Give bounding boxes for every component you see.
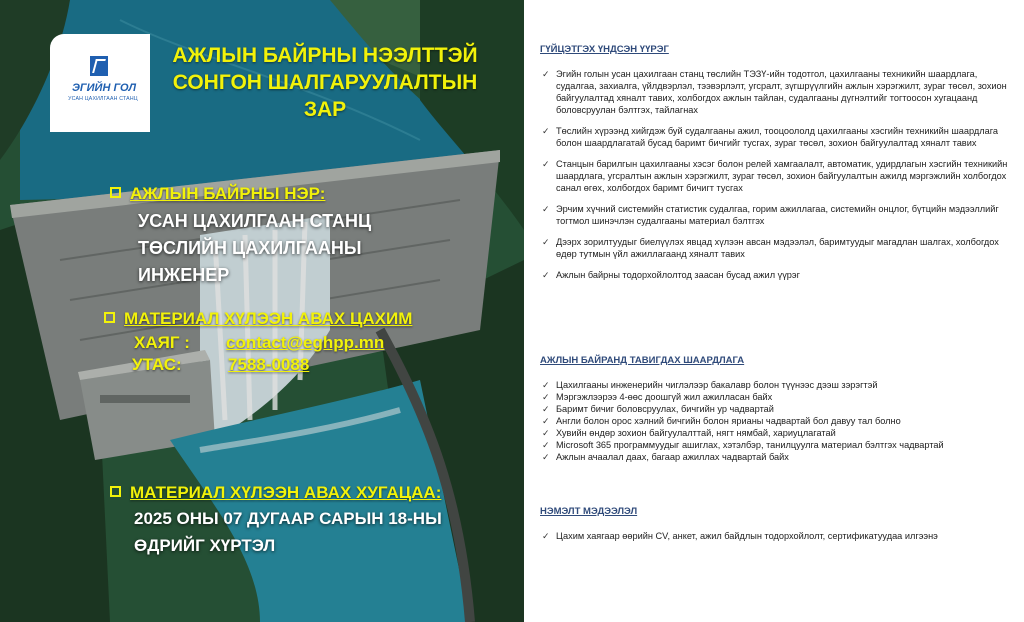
logo-name: ЭГИЙН ГОЛ	[71, 82, 137, 94]
list-item: ✓ Мэргэжлээрээ 4-өөс доошгүй жил ажилласан байх	[540, 391, 1018, 403]
deadline-date	[134, 505, 442, 559]
deadline-line: ӨДРИЙГ ХҮРТЭЛ	[134, 536, 276, 555]
contact-label-text: МАТЕРИАЛ ХҮЛЭЭН АВАХ ЦАХИМ	[124, 309, 413, 328]
requirements-list	[540, 379, 1018, 463]
position-label	[110, 184, 371, 204]
position-label-text: АЖЛЫН БАЙРНЫ НЭР:	[130, 184, 326, 203]
position-section	[110, 184, 371, 289]
contact-label	[104, 309, 412, 329]
list-item: ✓ Станцын барилгын цахилгааны хэсэг болон релей хамгаалалт, автоматик, удирдлагын хэсгийн техникийн шаардлага, угсралтын ажлын хэрэгжилт, зураг төсөл, зохион байгуулалтын ажилд мэргэжлийн холбогдох санал өгөх, холбогдох баримт бичигт тусгах	[540, 158, 1018, 194]
position-line: УСАН ЦАХИЛГААН СТАНЦ	[138, 211, 372, 231]
deadline-label-text: МАТЕРИАЛ ХҮЛЭЭН АВАХ ХУГАЦАА:	[130, 483, 442, 502]
title-line: АЖЛЫН БАЙРНЫ НЭЭЛТТЭЙ	[172, 44, 478, 67]
requirements-title: АЖЛЫН БАЙРАНД ТАВИГДАХ ШААРДЛАГА	[540, 355, 745, 366]
duties-list	[540, 68, 1018, 290]
list-item: ✓ Хувийн өндөр зохион байгуулалттай, нягт нямбай, хариуцлагатай	[540, 427, 1018, 439]
logo-mark-icon	[90, 56, 108, 76]
list-item: ✓ Ажлын байрны тодорхойлолтод заасан бусад ажил үүрэг	[540, 269, 1018, 281]
phone-label: УТАС:	[132, 355, 182, 374]
info-panel	[524, 0, 1024, 622]
checkbox-icon	[110, 187, 121, 198]
position-name	[138, 208, 371, 289]
list-item: ✓ Microsoft 365 программуудыг ашиглах, хэтэлбэр, танилцуулга материал бэлтгэх чадвартай	[540, 439, 1018, 451]
list-item: ✓ Ажлын ачаалал даах, багаар ажиллах чадвартай байх	[540, 451, 1018, 463]
list-item: ✓ Цахим хаягаар өөрийн CV, анкет, ажил байдлын тодорхойлолт, сертификатуудаа илгээнэ	[540, 530, 1018, 542]
poster-title	[160, 42, 490, 123]
list-item: ✓ Эрчим хүчний системийн статистик судалгаа, горим ажиллагаа, системийн онцлог, бүтцийн мэдээллийг тогтмол шинэчлэн судалгааны материал бэлтгэх	[540, 203, 1018, 227]
duties-title: ГҮЙЦЭТГЭХ ҮНДСЭН ҮҮРЭГ	[540, 44, 669, 55]
list-item: ✓ Төслийн хүрээнд хийгдэж буй судалгааны ажил, тооцоололд цахилгааны хэсгийн техникийн шаардлага болон шаардлагатай бусад баримт бичгийг тусгах, зураг төсөл, зохион байгуулалтад хяналт тавих	[540, 125, 1018, 149]
address-label: ХАЯГ :	[134, 333, 190, 352]
position-line: ИНЖЕНЕР	[138, 265, 230, 285]
deadline-label	[110, 483, 442, 503]
address-row	[134, 333, 412, 353]
phone-number: 7588-0088	[228, 355, 310, 374]
list-item: ✓ Дээрх зорилтуудыг биелүүлэх явцад хүлээн авсан мэдээлэл, баримтуудыг магадлан шалгах, холбогдох өдөр тутмын үйл ажиллагаанд хяналт тавих	[540, 236, 1018, 260]
checkbox-icon	[104, 312, 115, 323]
position-line: ТӨСЛИЙН ЦАХИЛГААНЫ	[138, 238, 362, 258]
list-item: ✓ Эгийн голын усан цахилгаан станц төслийн ТЭЗҮ-ийн тодотгол, цахилгааны техникийн шаардлага, судалгаа, захиалга, үйлдвэрлэл, тээвэрлэлт, угсралт, зүгшрүүлгийн ажлын хэрэгжилт, зураг төсөл, зохион байгуулалтад хяналт тавих, холбогдох ажлын тайлан, судалгааны дүгнэлтийг тогтоосон хугацаанд боловсруулан бэлтгэх, тайлагнах	[540, 68, 1018, 116]
phone-row	[132, 355, 412, 375]
additional-list	[540, 530, 1018, 542]
company-logo	[50, 34, 150, 132]
additional-title: НЭМЭЛТ МЭДЭЭЛЭЛ	[540, 506, 638, 517]
contact-section	[104, 309, 412, 375]
logo-subtitle: УСАН ЦАХИЛГААН СТАНЦ	[68, 96, 138, 102]
deadline-line: 2025 ОНЫ 07 ДУГААР САРЫН 18-НЫ	[134, 509, 442, 528]
deadline-section	[110, 483, 442, 559]
email-link[interactable]: contact@eghpp.mn	[226, 333, 385, 352]
title-line: ЗАР	[303, 98, 347, 121]
title-line: СОНГОН ШАЛГАРУУЛАЛТЫН	[172, 71, 478, 94]
list-item: ✓ Цахилгааны инженерийн чиглэлээр бакалавр болон түүнээс дээш зэрэгтэй	[540, 379, 1018, 391]
list-item: ✓ Баримт бичиг боловсруулах, бичгийн ур чадвартай	[540, 403, 1018, 415]
checkbox-icon	[110, 486, 121, 497]
list-item: ✓ Англи болон орос хэлний бичгийн болон ярианы чадвартай бол давуу тал болно	[540, 415, 1018, 427]
